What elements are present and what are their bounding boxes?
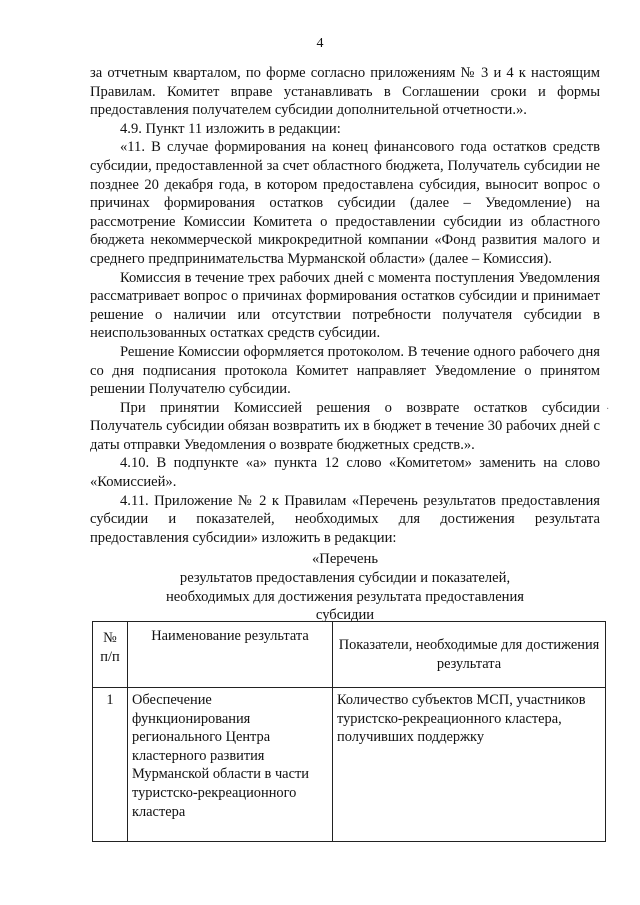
page-number: 4 [316,36,324,51]
paragraph-commission-decision: Решение Комиссии оформляется протоколом. В течение одного рабочего дня со дня подписания протокола Комитет направляет Уведомление о принятом решении Получателю субсидии. [90,343,600,398]
header-result-name: Наименование результата [128,622,333,688]
paragraph-continuation: за отчетным кварталом, по форме согласно приложениям № 3 и 4 к настоящим Правилам. Комитет вправе устанавливать в Соглашении сроки и формы предоставления получателем субсидии дополнительной отчетности.». [90,65,600,119]
paragraph-commission-review: Комиссия в течение трех рабочих дней с момента поступления Уведомления рассматривает вопрос о причинах формирования остатков субсидии и принимает решение о наличии или отсутствии потребности получателя субсидии в неиспользованных остатках средств субсидии. [90,269,600,342]
paragraph-return-of-funds: При принятии Комиссией решения о возврате остатков субсидии Получатель субсидии обязан возвратить их в бюджет в течение 30 рабочих дней с даты отправки Уведомления о возврате бюджетных средств.». [90,399,600,453]
cell-indicators: Количество субъектов МСП, участников туристско-рекреационного кластера, получивших поддержку [333,688,606,842]
list-title-line: «Перечень [311,551,378,567]
paragraph-item-11: «11. В случае формирования на конец финансового года остатков средств субсидии, предоставленной за счет областного бюджета, Получатель субсидии не позднее 20 декабря года, в котором предоставлена субсидия, выносит вопрос о причинах формирования остатков субсидии (далее – Уведомление) на рассмотрение Комиссии Комитета о предоставлении субсидии из областного бюджета некоммерческой микрокредитной компании «Фонд развития малого и среднего предпринимательства Мурманской области» (далее – Комиссия). [90,139,600,267]
table-row [93,688,606,842]
header-number: № п/п [93,622,128,688]
cell-number: 1 [93,688,128,842]
paragraph-4-11: 4.11. Приложение № 2 к Правилам «Перечень результатов предоставления субсидии и показателей, необходимых для достижения результата предоставления субсидии» изложить в редакции: [90,492,600,546]
paragraph-4-9: 4.9. Пункт 11 изложить в редакции: [120,120,341,137]
margin-mark: · [606,404,610,415]
list-title-line: результатов предоставления субсидии и показателей, [179,569,511,586]
list-title-line: субсидии [315,607,375,624]
list-title-line: необходимых для достижения результата предоставления [165,588,525,605]
cell-result-name: Обеспечение функционирования регионального Центра кластерного развития Мурманской области в части туристско-рекреационного кластера [128,688,333,842]
list-title [90,550,600,625]
paragraph-4-10: 4.10. В подпункте «а» пункта 12 слово «Комитетом» заменить на слово «Комиссией». [90,455,600,491]
table-header-row [93,622,606,688]
header-indicators: Показатели, необходимые для достижения результата [333,622,606,688]
body-text [90,64,600,547]
results-table [92,621,606,842]
